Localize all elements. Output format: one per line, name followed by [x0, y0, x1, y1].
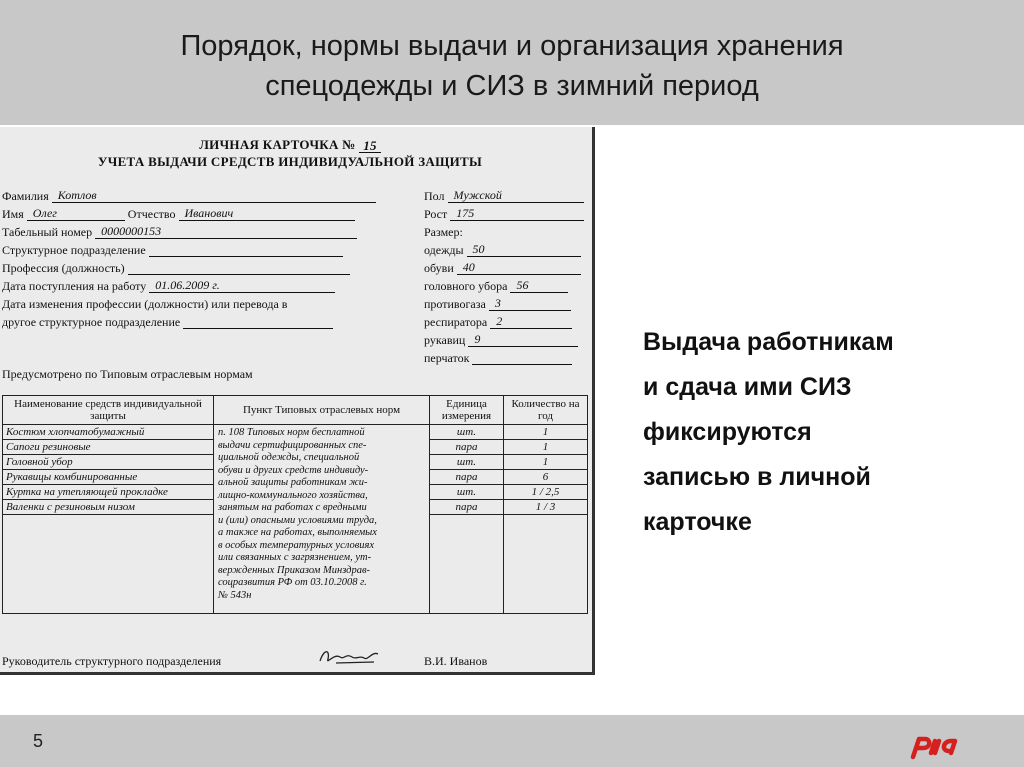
caption-line: фиксируются — [643, 418, 812, 446]
caption-line: записью в личной — [643, 463, 871, 491]
card-number: 15 — [359, 139, 381, 153]
table-header-row — [3, 396, 588, 425]
item-name: Валенки с резиновым низом — [3, 500, 214, 515]
title-bar — [0, 0, 1024, 125]
field-height: Рост 175 — [424, 207, 584, 221]
field-name: Имя Олег Отчество Иванович — [2, 207, 355, 221]
personal-card-image — [0, 127, 595, 675]
ppe-table — [2, 395, 588, 614]
item-unit: шт. — [430, 485, 504, 500]
item-name: Головной убор — [3, 455, 214, 470]
column-header: Наименование средств индивидуальной защиты — [3, 396, 214, 425]
field-respirator-size: респиратора 2 — [424, 315, 572, 329]
column-header: Количество на год — [504, 396, 588, 425]
caption-text — [643, 320, 1003, 545]
field-change-line1: Дата изменения профессии (должности) или перевода в — [2, 297, 288, 311]
field-tabnum: Табельный номер 0000000153 — [2, 225, 357, 239]
field-position: Профессия (должность) — [2, 261, 350, 275]
field-start-date: Дата поступления на работу 01.06.2009 г. — [2, 279, 335, 293]
field-size: Размер: — [424, 225, 463, 239]
item-qty: 1 — [504, 425, 588, 440]
field-gasmask-size: противогаза 3 — [424, 297, 571, 311]
item-unit: шт. — [430, 455, 504, 470]
item-name: Куртка на утепляющей прокладке — [3, 485, 214, 500]
caption-line: карточке — [643, 508, 752, 536]
field-gender: Пол Мужской — [424, 189, 584, 203]
field-change-line2: другое структурное подразделение — [2, 315, 333, 329]
caption-line: и сдача ими СИЗ — [643, 373, 852, 401]
caption-line: Выдача работникам — [643, 328, 894, 356]
field-surname: Фамилия Котлов — [2, 189, 376, 203]
field-department: Структурное подразделение — [2, 243, 343, 257]
provided-label: Предусмотрено по Типовым отраслевым нормам — [2, 367, 253, 381]
item-unit: пара — [430, 500, 504, 515]
item-name: Рукавицы комбинированные — [3, 470, 214, 485]
head-name: В.И. Иванов — [424, 654, 488, 668]
table-row — [3, 425, 588, 440]
norm-reference: п. 108 Типовых норм бесплатной выдачи сертифицированных спе- циальной одежды, специальной обуви и других средств индивиду- альной защиты работникам жи- лищно-коммунального хозяйства, занятым на работах с вредными и (или) опасными условиями труда, а также на работах, выполняемых в особых температурных условиях или связанных с загрязнением, ут- вержденных Приказом Минздрав- соцразвития РФ от 03.10.2008 г. № 543н — [214, 425, 430, 614]
rzd-logo-icon — [905, 731, 967, 761]
footer-bar — [0, 715, 1024, 767]
field-gloves-size: перчаток — [424, 351, 572, 365]
item-qty: 1 — [504, 455, 588, 470]
item-unit: пара — [430, 440, 504, 455]
item-qty: 1 — [504, 440, 588, 455]
column-header: Пункт Типовых отраслевых норм — [214, 396, 430, 425]
field-clothes-size: одежды 50 — [424, 243, 581, 257]
card-subtitle: УЧЕТА ВЫДАЧИ СРЕДСТВ ИНДИВИДУАЛЬНОЙ ЗАЩИТЫ — [97, 154, 483, 169]
item-unit: шт. — [430, 425, 504, 440]
item-qty: 6 — [504, 470, 588, 485]
item-unit: пара — [430, 470, 504, 485]
field-mittens-size: рукавиц 9 — [424, 333, 578, 347]
item-name: Костюм хлопчатобумажный — [3, 425, 214, 440]
head-label: Руководитель структурного подразделения — [2, 654, 222, 668]
page-title — [0, 26, 1024, 106]
signature-icon — [316, 645, 386, 669]
title-line: спецодежды и СИЗ в зимний период — [265, 70, 759, 102]
field-shoe-size: обуви 40 — [424, 261, 581, 275]
item-qty: 1 / 2,5 — [504, 485, 588, 500]
field-headwear-size: головного убора 56 — [424, 279, 568, 293]
item-qty: 1 / 3 — [504, 500, 588, 515]
item-name: Сапоги резиновые — [3, 440, 214, 455]
slide-number: 5 — [33, 731, 44, 751]
column-header: Единица измерения — [430, 396, 504, 425]
title-line: Порядок, нормы выдачи и организация хранения — [180, 30, 844, 62]
card-title: ЛИЧНАЯ КАРТОЧКА № 15 — [0, 137, 580, 153]
